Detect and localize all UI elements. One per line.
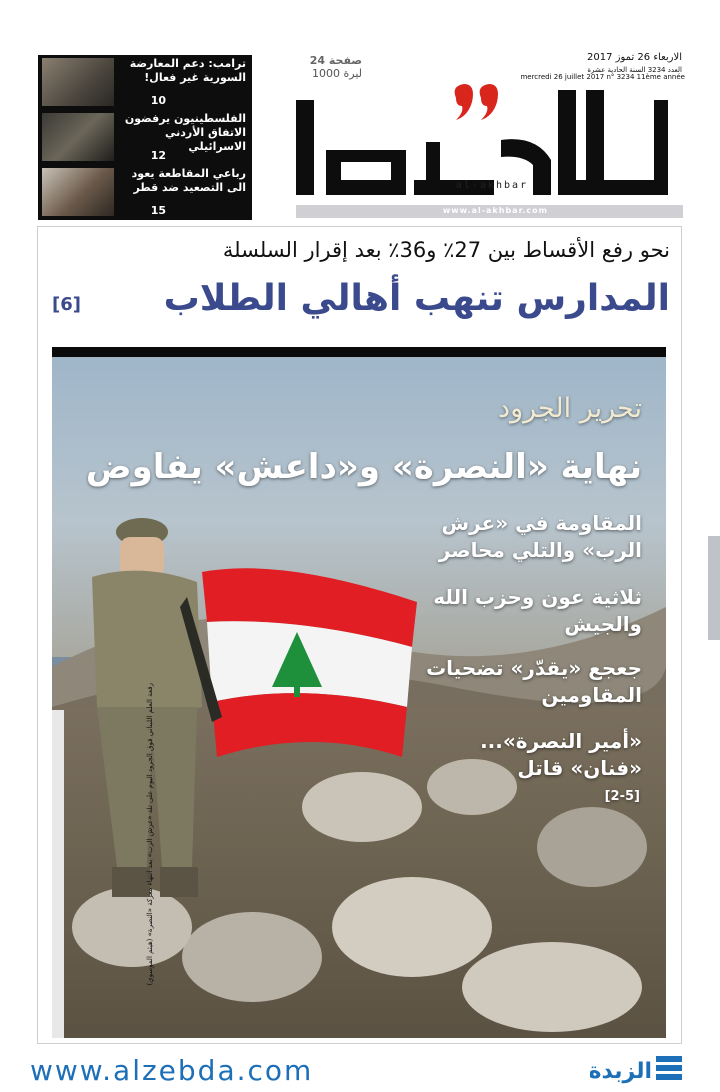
teaser-item[interactable] (38, 55, 252, 110)
photo-subhead[interactable]: جعجع «يقدّر» تضحيات المقاومين (426, 656, 642, 707)
price-label: 1000 ليرة (311, 67, 362, 80)
lead-page-ref: [6] (52, 294, 81, 315)
teaser-page-number: 12 (150, 149, 166, 162)
date-line: الاربعاء 26 تموز 2017 (587, 52, 682, 63)
caption-strip (52, 710, 64, 1038)
page-count (292, 54, 362, 80)
rock (332, 877, 492, 977)
photo-story-page-ref: [2-5] (604, 789, 640, 804)
lead-kicker: نحو رفع الأقساط بين 27٪ و36٪ بعد إقرار السلسلة (222, 238, 670, 262)
watermark-logo (590, 1052, 686, 1084)
teaser-title: الفلسطينيون يرفضون الاتفاق الأردني الاسرائيلي (124, 112, 246, 153)
website-url[interactable]: www.al-akhbar.com (442, 206, 548, 215)
logo-stroke (654, 100, 668, 190)
logo-bar (656, 1074, 682, 1080)
logo-bar (656, 1056, 682, 1062)
logo-stroke (426, 142, 440, 182)
side-scroll-tab[interactable] (708, 536, 720, 640)
lebanese-flag (202, 562, 422, 762)
logo-bar (656, 1065, 682, 1071)
photo-subhead[interactable]: ثلاثية عون وحزب الله والجيش (433, 585, 642, 636)
watermark-logo-text: الزبدة (590, 1059, 652, 1084)
logo-stroke (558, 90, 576, 195)
logo-stroke (326, 150, 406, 195)
teaser-page-number: 15 (150, 204, 166, 217)
cedar-trunk (294, 687, 300, 697)
teaser-box (38, 55, 252, 220)
teaser-title: رباعي المقاطعة يعود الى التصعيد ضد قطر (131, 167, 246, 194)
website-bar (296, 205, 683, 218)
boot (160, 867, 198, 897)
logo-quote-mark (480, 84, 498, 120)
logo-stroke (296, 100, 314, 195)
main-photo[interactable] (52, 347, 666, 1038)
boot (112, 867, 150, 897)
photo-story-headline[interactable]: نهاية «النصرة» و«داعش» يفاوض (85, 447, 642, 487)
teaser-title: ترامب: دعم المعارضة السورية غير فعال! (129, 57, 246, 84)
photo-caption: رفعة العلم اللبناني فوق الجرود اليوم على تلة «عرش الرب» بعد انتهاء معركة «النصرة» (هيثم الموسوي) (146, 683, 154, 986)
watermark-logo-graphic (590, 1052, 686, 1084)
flag-red-bottom (212, 693, 407, 757)
rock (462, 942, 642, 1032)
teaser-page-number: 10 (150, 94, 166, 107)
lead-headline[interactable]: المدارس تنهب أهالي الطلاب (163, 278, 670, 319)
rock (302, 772, 422, 842)
logo-quote-mark (455, 84, 473, 120)
photo-story-kicker: تحرير الجرود (498, 393, 642, 424)
teaser-item[interactable] (38, 110, 252, 165)
teaser-photo (42, 113, 114, 161)
issue-line: العدد 3234 السنة الحادية عشرة (587, 66, 682, 74)
photo-top-bar (52, 347, 666, 357)
rock (537, 807, 647, 887)
logo-latin: al-akhbar (455, 180, 529, 191)
photo-subhead[interactable]: المقاومة في «عرش الرب» والتلي محاصر (438, 511, 642, 562)
logo-stroke (586, 90, 604, 195)
pages-label: 24 صفحة (309, 54, 362, 67)
date-french: mercredi 26 juillet 2017 n° 3234 11ème année (520, 73, 685, 81)
teaser-photo (42, 58, 114, 106)
watermark-url[interactable]: www.alzebda.com (30, 1054, 314, 1087)
logo-stroke (558, 180, 668, 195)
photo-subhead[interactable]: «أمير النصرة»... «فنان» قاتل (480, 729, 642, 780)
teaser-item[interactable] (38, 165, 252, 220)
teaser-photo (42, 168, 114, 216)
